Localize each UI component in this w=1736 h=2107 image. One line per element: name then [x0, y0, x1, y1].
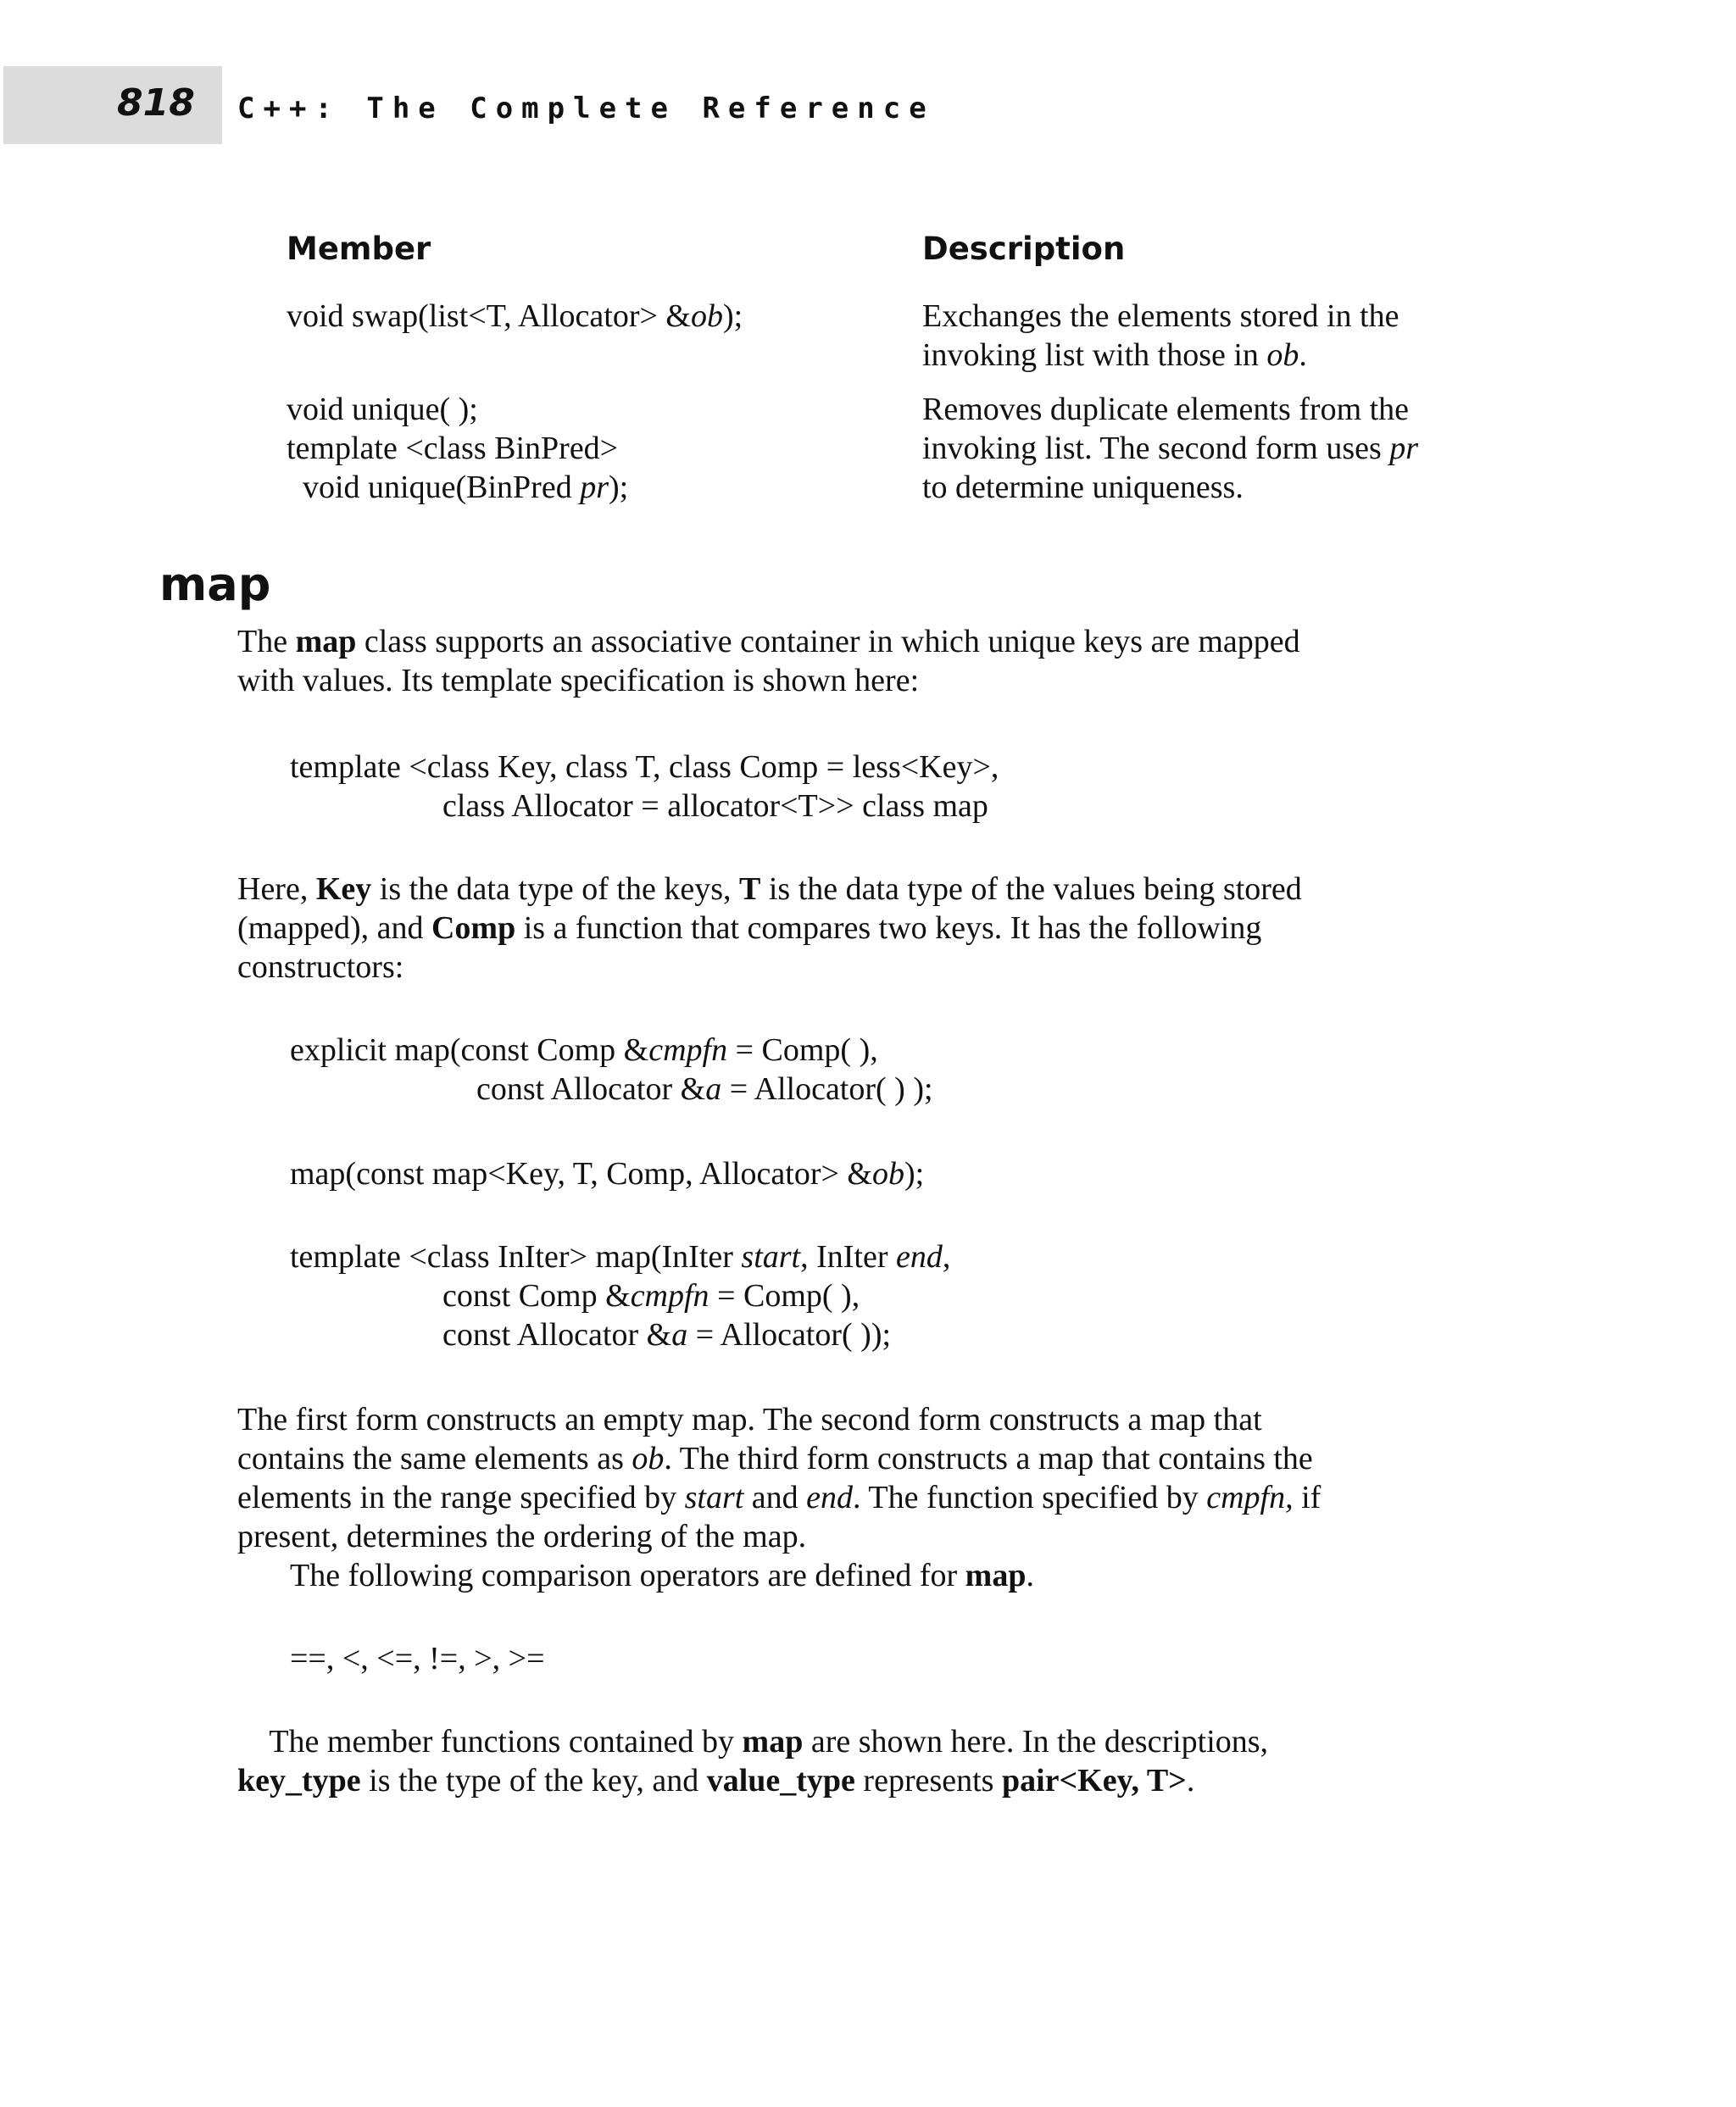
constructor-explicit-line-1: explicit map(const Comp &cmpfn = Comp( ),	[290, 1032, 878, 1068]
comparison-operators-paragraph: The following comparison operators are defined for map.	[290, 1558, 1034, 1593]
section-heading: map	[159, 558, 271, 611]
template-spec-line-2: class Allocator = allocator<T>> class map	[442, 788, 988, 824]
description-unique: Removes duplicate elements from the invoking list. The second form uses pr to determine uniqueness.	[922, 392, 1419, 505]
member-functions-paragraph: The member functions contained by map are shown here. In the descriptions, key_type is the type of the key, and value_type represents pair<Key, T>.	[237, 1724, 1269, 1798]
template-spec-line-1: template <class Key, class T, class Comp = less<Key>,	[290, 749, 999, 785]
page-number: 818	[117, 81, 195, 125]
constructor-range-line-1: template <class InIter> map(InIter start, InIter end,	[290, 1239, 951, 1275]
column-header-member: Member	[287, 231, 431, 267]
running-title: C++: The Complete Reference	[237, 92, 935, 125]
template-params-paragraph: Here, Key is the data type of the keys, T is the data type of the values being stored (mapped), and Comp is a function that compares two keys. It has the following constructors:	[237, 871, 1302, 985]
constructor-explicit-line-2: const Allocator &a = Allocator( ) );	[476, 1071, 933, 1107]
constructor-forms-paragraph: The first form constructs an empty map. The second form constructs a map that contains the same elements as ob. The third form constructs a map that contains the elements in the range specified by start and end. The function specified by cmpfn, if present, determines the ordering of the map.	[237, 1402, 1321, 1554]
constructor-range-line-2: const Comp &cmpfn = Comp( ),	[442, 1278, 860, 1314]
comparison-operators-list: ==, <, <=, !=, >, >=	[290, 1641, 545, 1676]
description-swap: Exchanges the elements stored in the invoking list with those in ob.	[922, 298, 1399, 373]
column-header-description: Description	[922, 231, 1126, 267]
member-unique: void unique( ); template <class BinPred> void unique(BinPred pr);	[287, 392, 629, 505]
constructor-copy: map(const map<Key, T, Comp, Allocator> &ob);	[290, 1156, 925, 1192]
intro-paragraph: The map class supports an associative container in which unique keys are mapped with values. Its template specification is shown here:	[237, 624, 1300, 698]
member-swap: void swap(list<T, Allocator> &ob);	[287, 298, 743, 334]
constructor-range-line-3: const Allocator &a = Allocator( ));	[442, 1317, 892, 1353]
